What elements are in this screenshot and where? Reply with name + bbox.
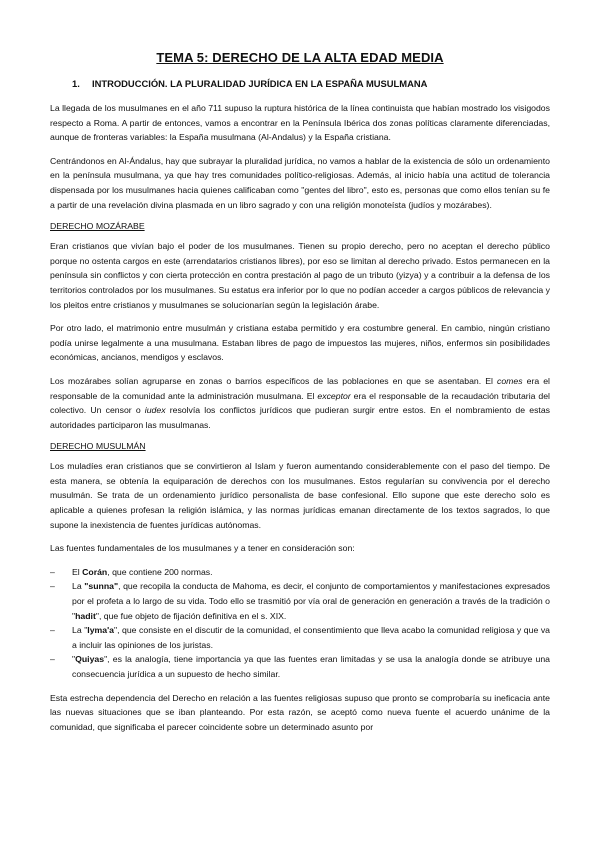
subheading-musulman: DERECHO MUSULMÁN — [50, 441, 146, 452]
musulman-paragraph-1: Los muladíes eran cristianos que se convirtieron al Islam y fueron aumentando considerablemente con el paso del tiempo. De esta manera, se obtenía la equiparación de derechos con los musulmanes. Estos regularían su convivencia por el derecho musulmán. Se trata de un ordenamiento jurídico personalista de base confesional. Ello supone que este derecho solo es aplicable a quienes profesan la religión islámica, y las normas jurídicas emanan directamente de los textos sagrados, lo que supone la inexistencia de fuentes jurídicas autónomas. — [50, 461, 550, 530]
list-item: – La "Iyma'a", que consiste en el discutir de la comunidad, el consentimiento que lleva acabo la comunidad religiosa y que va a incluir las opiniones de los juristas. — [50, 625, 550, 650]
term-iudex: iudex — [144, 405, 166, 416]
list-item: – La "sunna", que recopila la conducta de Mahoma, es decir, el conjunto de comportamientos y manifestaciones expresados por el profeta a lo largo de su vida. Todo ello se trasmitió por vía oral de generación en generación a través de la tradición o "hadit", que fue objeto de fijación definitiva en el s. XIX. — [50, 581, 551, 621]
intro-paragraph-1: La llegada de los musulmanes en el año 711 supuso la ruptura histórica de la línea continuista que habían mostrado los visigodos respecto a Roma. A partir de entonces, vamos a encontrar en la Península Ibérica dos zonas políticas claramente diferenciadas, aunque de fronteras variables: la España musulmana (Al-Andalus) y la España cristiana. — [50, 103, 550, 143]
subheading-mozarabe: DERECHO MOZÁRABE — [50, 221, 145, 232]
intro-paragraph-2: Centrándonos en Al-Ándalus, hay que subrayar la pluralidad jurídica, no vamos a hablar de la existencia de sólo un ordenamiento en la península musulmana, ya que hay tres comunidades político-religiosas. Además, al inicio había una actitud de tolerancia dispensada por los musulmanes hacia quienes calificaban como "gentes del libro", esto es, personas que como ellos tenían su fe a partir de una revelación divina plasmada en un libro sagrado y con una religión monoteísta (judíos y mozárabes). — [50, 155, 550, 210]
mozarabe-paragraph-2: Por otro lado, el matrimonio entre musulmán y cristiana estaba permitido y era costumbre general. En cambio, ningún cristiano podía unirse legalmente a una musulmana. Estaban libres de pago de impuestos las mujeres, niños, enfermos sin posibilidades económicas, ancianos, mendigos y esclavos. — [50, 323, 550, 363]
mozarabe-paragraph-3: Los mozárabes solían agruparse en zonas o barrios específicos de las poblaciones en que se asentaban. El comes era el responsable de la comunidad ante la administración musulmana. El exceptor era el responsable de la recaudación tributaria del colectivo. Un censor o iudex resolvía los conflictos jurídicos que pudieran surgir entre estos. En el nombramiento de estas autoridades participaron las musulmanas. — [50, 375, 550, 430]
list-item: – "Quiyas", es la analogía, tiene importancia ya que las fuentes eran limitadas y se usa la analogía donde se atribuye una consecuencia jurídica a un supuesto de hecho similar. — [50, 654, 550, 679]
musulman-paragraph-3: Esta estrecha dependencia del Derecho en relación a las fuentes religiosas supuso que pronto se comprobaría su ineficacia ante las nuevas situaciones que se iban planteando. Por esta razón, se aceptó como nueva fuente el acuerdo unánime de la comunidad, que significaba el parecer coincidente sobre un determinado asunto por — [50, 692, 550, 732]
section-heading — [72, 78, 550, 89]
document-title: TEMA 5: DERECHO DE LA ALTA EDAD MEDIA — [156, 50, 444, 65]
term-comes: comes — [496, 375, 523, 386]
document-page — [50, 50, 550, 734]
sources-list — [50, 565, 550, 682]
section-number: 1. — [72, 78, 80, 89]
section-heading-text: INTRODUCCIÓN. LA PLURALIDAD JURÍDICA EN LA ESPAÑA MUSULMANA — [92, 78, 428, 89]
list-item: – El Corán, que contiene 200 normas. — [50, 566, 213, 577]
musulman-paragraph-2: Las fuentes fundamentales de los musulmanes y a tener en consideración son: — [50, 543, 355, 554]
mozarabe-paragraph-1: Eran cristianos que vivían bajo el poder de los musulmanes. Tienen su propio derecho, pero no aceptan el derecho público porque no ostenta cargos en este (arrendatarios cristianos libres), por eso se limitan al derecho privado. Estos permanecen en la península sin conflictos y con cierta protección en contra prestación al pago de un tributo (yizya) y a contribuir a la defensa de los territorios controlados por los musulmanes. Su estatus era inferior por lo que no podían acceder a cargos públicos de relevancia y los pleitos entre cristianos y musulmanes se solucionarían según la legislación árabe. — [50, 241, 550, 310]
term-exceptor: exceptor — [317, 390, 351, 401]
